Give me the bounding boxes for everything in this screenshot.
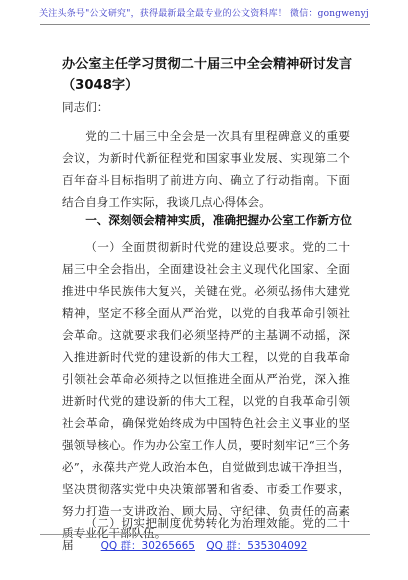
header-divider xyxy=(40,24,370,25)
document-title: 办公室主任学习贯彻二十届三中全会精神研讨发言（3048字） xyxy=(62,57,353,93)
qq-group-link-1[interactable]: QQ 群：30265665 xyxy=(100,540,195,552)
section-heading-1: 一、深刻领会精神实质，准确把握办公室工作新方位 xyxy=(85,213,352,227)
footer xyxy=(0,538,408,553)
qq-group-link-2[interactable]: QQ 群：535304092 xyxy=(206,540,308,552)
intro-paragraph: 党的二十届三中全会是一次具有里程碑意义的重要会议，为新时代新征程党和国家事业发展、实现第二个百年奋斗目标指明了前进方向、确立了行动指南。下面结合自身工作实际，我谈几点心得体会。 xyxy=(62,129,350,209)
salutation: 同志们： xyxy=(62,100,109,114)
footer-divider xyxy=(40,534,370,535)
body-paragraph-2: （二）切实把制度优势转化为治理效能。党的二十届 xyxy=(62,516,350,552)
body-paragraph-1: （一）全面贯彻新时代党的建设总要求。党的二十届三中全会指出，全面建设社会主义现代化国家、全面推进中华民族伟大复兴，关键在党。必须弘扬伟大建党精神，坚定不移全面从严治党，以党的自我革命引领社会革命。这就要求我们必须坚持严的主基调不动摇，深入推进新时代党的建设新的伟大工程，以党的自我革命引领社会革命必须持之以恒推进全面从严治党，深入推进新时代党的建设新的伟大工程，以党的自我革命引领社会革命，确保党始终成为中国特色社会主义事业的坚强领导核心。作为办公室工作人员，要时刻牢记“三个务必”，永葆共产党人政治本色，自觉做到忠诚干净担当，坚决贯彻落实党中央决策部署和省委、市委工作要求，努力打造一支讲政治、顾大局、守纪律、负责任的高素质专业化干部队伍。 xyxy=(62,240,350,540)
header-banner: 关注头条号"公文研究"，获得最新最全最专业的公文资料库！ 微信：gongwenyj xyxy=(39,9,369,19)
